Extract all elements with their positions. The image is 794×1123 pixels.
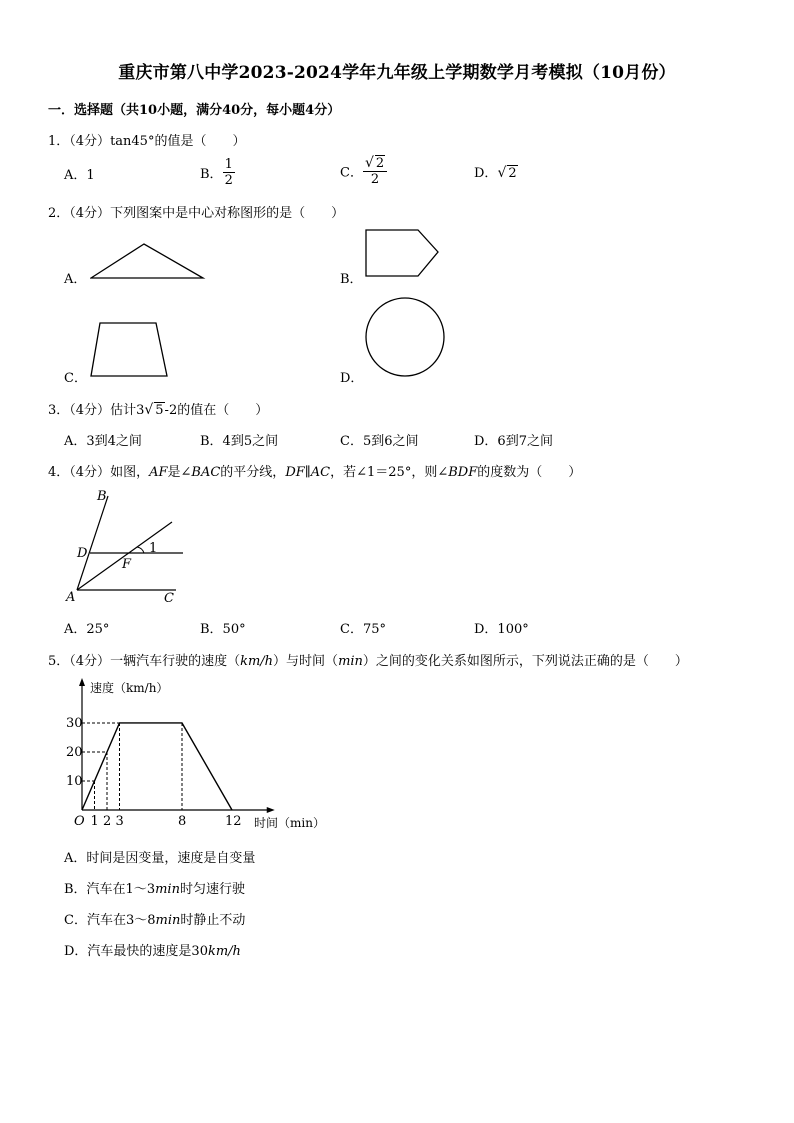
option-text: D．汽车最快的速度是30 xyxy=(64,944,208,959)
question-5 xyxy=(48,650,688,669)
x-tick-label: O xyxy=(74,814,85,829)
option-text: 时匀速行驶 xyxy=(179,882,245,897)
q2-option-a-triangle xyxy=(90,240,206,280)
radical-sign: √ xyxy=(497,165,507,181)
y-axis-arrow xyxy=(79,678,85,686)
denominator: 2 xyxy=(224,173,233,188)
triangle-shape xyxy=(91,244,203,278)
question-4 xyxy=(48,461,581,480)
q3-option-b: B．4到5之间 xyxy=(200,434,279,449)
question-text: ）之间的变化关系如图所示，下列说法正确的是（ ） xyxy=(362,654,688,669)
question-score: （4分） xyxy=(69,465,111,480)
question-number: 1． xyxy=(48,134,70,149)
question-text: 的平分线， xyxy=(220,465,286,480)
radicand: 5 xyxy=(155,403,164,418)
q4-option-b: B．50° xyxy=(200,622,246,637)
label-b: B xyxy=(97,489,107,504)
q2-option-b-pentagon xyxy=(364,228,442,280)
q3-option-a: A．3到4之间 xyxy=(64,434,142,449)
option-label: D． xyxy=(474,166,498,181)
radicand: 2 xyxy=(375,156,385,171)
question-score: （4分） xyxy=(69,134,111,149)
radicand: 2 xyxy=(508,166,517,181)
label-angle-1: 1 xyxy=(149,541,158,556)
unit-min: min xyxy=(155,882,180,897)
q4-option-a: A．25° xyxy=(64,622,110,637)
x-tick-label: 1 xyxy=(90,814,99,829)
option-label: C． xyxy=(340,165,363,181)
denominator: 2 xyxy=(370,172,380,187)
numerator: 1 xyxy=(224,157,233,172)
x-tick-label: 3 xyxy=(115,814,124,829)
question-text: ，若∠1＝25°，则∠ xyxy=(330,465,449,480)
unit-kmh: km/h xyxy=(207,944,241,959)
y-tick-label: 20 xyxy=(66,744,83,760)
question-text: 一辆汽车行驶的速度（ xyxy=(110,654,241,669)
question-text: 下列图案中是中心对称图形的是（ ） xyxy=(110,206,345,221)
question-number: 5． xyxy=(48,654,70,669)
parallel-symbol: ∥ xyxy=(304,465,311,480)
q5-option-a: A．时间是因变量，速度是自变量 xyxy=(64,851,256,866)
option-text: 时静止不动 xyxy=(180,913,246,928)
q5-option-d xyxy=(64,940,241,959)
question-text: tan45°的值是（ ） xyxy=(110,134,246,149)
q4-option-d: D．100° xyxy=(474,622,529,637)
q1-option-a xyxy=(64,164,95,183)
question-text: 的度数为（ ） xyxy=(477,465,582,480)
line-ab xyxy=(77,496,108,590)
numerator xyxy=(363,155,387,172)
q2-option-c-label: C． xyxy=(64,371,87,386)
option-label: B． xyxy=(200,167,223,182)
option-text: C．汽车在3～8 xyxy=(64,913,156,928)
angle-bdf: BDF xyxy=(448,465,478,480)
q1-option-c xyxy=(340,155,387,187)
fraction xyxy=(223,157,235,188)
y-tick-label: 30 xyxy=(66,715,83,731)
q4-option-c: C．75° xyxy=(340,622,386,637)
question-number: 4． xyxy=(48,465,70,480)
label-a: A xyxy=(66,590,76,605)
speed-series-line xyxy=(82,723,232,810)
x-tick-label: 8 xyxy=(178,814,187,829)
chart-layer xyxy=(66,678,325,830)
angle-bac: BAC xyxy=(191,465,221,480)
trapezoid-shape xyxy=(91,323,167,376)
segment-df: DF xyxy=(285,465,305,480)
q1-option-b xyxy=(200,157,235,188)
q5-option-c xyxy=(64,909,245,928)
option-value: 1 xyxy=(86,168,95,183)
pentagon-shape xyxy=(366,230,438,276)
question-score: （4分） xyxy=(69,206,111,221)
q2-option-d-circle xyxy=(364,296,448,380)
question-2 xyxy=(48,202,344,221)
question-text: 是∠ xyxy=(167,465,192,480)
angle-1-arc xyxy=(137,547,144,553)
label-d: D xyxy=(77,546,88,561)
radical-sign: √ xyxy=(364,155,374,171)
y-tick-label: 10 xyxy=(66,773,83,789)
segment-ac: AC xyxy=(310,465,331,480)
section-header: 一．选择题（共10小题，满分40分，每小题4分） xyxy=(48,103,341,118)
fraction xyxy=(363,155,387,187)
line-af xyxy=(77,522,172,590)
q2-option-c-trapezoid xyxy=(88,320,170,380)
question-score: （4分） xyxy=(69,403,111,418)
q3-option-c: C．5到6之间 xyxy=(340,434,419,449)
option-text: B．汽车在1～3 xyxy=(64,882,156,897)
x-axis-label: 时间（min） xyxy=(254,816,325,830)
q2-option-b-label: B． xyxy=(340,272,363,287)
question-score: （4分） xyxy=(69,654,111,669)
y-axis-label: 速度（km/h） xyxy=(90,681,169,695)
label-c: C xyxy=(164,591,174,606)
q5-option-b xyxy=(64,878,245,897)
unit-kmh: km/h xyxy=(240,654,274,669)
q2-option-a-label: A． xyxy=(64,272,87,287)
question-text-pre: 估计3 xyxy=(110,403,145,418)
question-1 xyxy=(48,130,245,149)
x-axis-arrow xyxy=(267,807,275,813)
unit-min: min xyxy=(155,913,181,928)
question-3 xyxy=(48,399,268,418)
x-tick-label: 2 xyxy=(103,814,112,829)
question-number: 3． xyxy=(48,403,70,418)
speed-time-chart xyxy=(60,676,340,836)
q4-geometry-figure xyxy=(60,484,190,608)
q3-option-d: D．6到7之间 xyxy=(474,434,553,449)
question-number: 2． xyxy=(48,206,70,221)
question-text-post: -2的值在（ ） xyxy=(164,403,269,418)
page-title: 重庆市第八中学2023-2024学年九年级上学期数学月考模拟（10月份） xyxy=(118,63,676,83)
question-text: ）与时间（ xyxy=(273,654,339,669)
q2-option-d-label: D． xyxy=(340,371,364,386)
question-text: 如图， xyxy=(110,465,150,480)
label-f: F xyxy=(122,557,132,572)
unit-min: min xyxy=(338,654,363,669)
segment-af: AF xyxy=(149,465,168,480)
radical-sign: √ xyxy=(144,402,154,418)
q1-option-d xyxy=(474,162,518,181)
circle-shape xyxy=(366,298,444,376)
x-tick-label: 12 xyxy=(225,814,242,829)
option-label: A． xyxy=(64,168,87,183)
